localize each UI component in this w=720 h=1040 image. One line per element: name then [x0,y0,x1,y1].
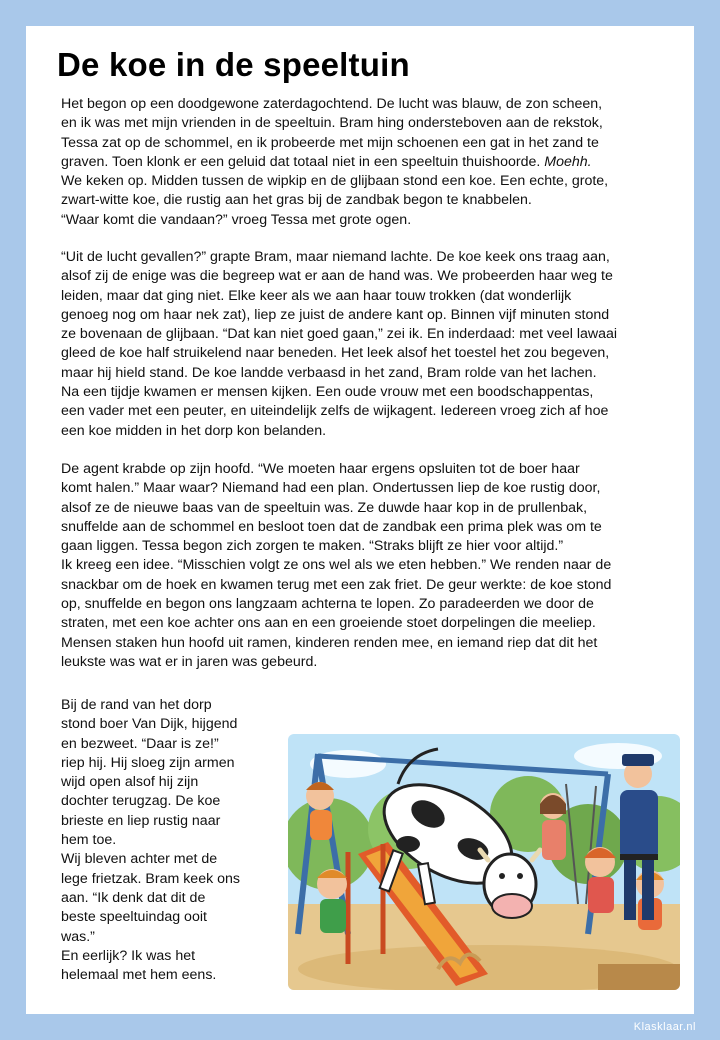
text-line: leiden, maar dat ging niet. Elke keer als we aan haar touw trokken (dat wonderlijk [61,287,572,304]
text-line: De agent krabde op zijn hoofd. “We moeten haar ergens opsluiten tot de boer haar [61,461,580,477]
text-line: Ik kreeg een idee. “Misschien volgt ze ons wel als we eten hebben.” We renden naar de [61,557,612,574]
text-line: maar hij hield stand. De koe landde verbaasd in het zand, Bram rolde van het lachen. [61,364,597,381]
cow-playground-illustration [288,734,680,990]
paragraph-3 [61,460,691,672]
text-line: een vader met een peuter, en uiteindelijk zelfs de wijkagent. Iedereen vroeg zich af hoe [61,403,609,420]
text-line: Wij bleven achter met de [61,851,218,868]
text-line: Tessa zat op de schommel, en ik probeerde met mijn schoenen een gat in het zand te [61,134,599,151]
paragraph-4 [61,696,261,985]
text-line: riep hij. Hij sloeg zijn armen [61,754,235,771]
paragraph-2 [61,248,691,441]
text-line: een koe midden in het dorp kon belanden. [61,422,327,439]
text-line: brieste en liep rustig naar [61,812,221,829]
text-line: snackbar om de hoek en kwamen terug met een zak friet. De geur werkte: de koe stond [61,576,612,593]
text-line: “Uit de lucht gevallen?” grapte Bram, maar niemand lachte. De koe keek ons traag aan, [61,249,610,265]
text-line: dochter terugzag. De koe [61,793,221,810]
text-line: Mensen staken hun hoofd uit ramen, kinderen renden mee, en iemand riep dat dit het [61,634,598,651]
text-line: helemaal met hem eens. [61,967,217,984]
text-line: Het begon op een doodgewone zaterdagochtend. De lucht was blauw, de zon scheen, [61,96,603,112]
text-line: en ik was met mijn vrienden in de speeltuin. Bram hing ondersteboven aan de rekstok, [61,115,603,132]
text-line: lege frietzak. Bram keek ons [61,870,240,887]
text-line: op, snuffelde en begon ons langzaam achterna te lopen. Zo paradeerden we door de [61,596,594,613]
footer-brand: Klasklaar.nl [633,1021,696,1033]
text-line: ze bovenaan de glijbaan. “Dat kan niet goed gaan,” zei ik. En inderdaad: met veel lawaai [61,326,618,343]
text-line: straten, met een koe achter ons aan en een groeiende stoet dorpelingen die meeliep. [61,615,596,632]
worksheet-page [26,26,694,1014]
paragraph-1 [61,95,691,230]
text-line: Bij de rand van het dorp [61,697,212,713]
text-line: stond boer Van Dijk, hijgend [61,716,238,733]
text-line: Na een tijdje kwamen er mensen kijken. Een oude vrouw met een boodschappentas, [61,384,594,401]
text-line: “Waar komt die vandaan?” vroeg Tessa met grote ogen. [61,211,412,228]
text-line: leukste was wat er in jaren was gebeurd. [61,653,318,670]
text-line: snuffelde aan de schommel en besloot toen dat de zandbak een prima plek was om te [61,518,602,535]
text-line: zwart-witte koe, die rustig aan het gras bij de zandbak begon te knabbelen. [61,192,532,209]
text-line: gaan liggen. Tessa begon zich zorgen te maken. “Straks blijft ze hier voor altijd.” [61,538,564,555]
text-line: komt halen.” Maar waar? Niemand had een plan. Ondertussen liep de koe rustig door, [61,480,601,497]
text-line: We keken op. Midden tussen de wipkip en de glijbaan stond een koe. Een echte, grote, [61,173,609,190]
text-line: genoeg nog om haar nek zat), liep ze juist de andere kant op. Binnen vijf minuten stond [61,306,610,323]
text-line: beste speeltuindag ooit [61,909,207,926]
text-line: graven. Toen klonk er een geluid dat totaal niet in een speeltuin thuishoorde. Moehh. [61,153,592,170]
text-line: En eerlijk? Ik was het [61,947,196,964]
text-line: alsof ze de nieuwe baas van de speeltuin was. Ze duwde haar kop in de prullenbak, [61,499,588,516]
text-line: aan. “Ik denk dat dit de [61,889,206,906]
text-line: was.” [61,928,95,945]
text-line: wijd open alsof hij zijn [61,774,199,791]
text-line: alsof zij de enige was die begreep wat er aan de hand was. We probeerden haar weg te [61,268,613,285]
text-line: gleed de koe half struikelend naar beneden. Het leek alsof het toestel het zou begeven, [61,345,610,362]
text-line: en bezweet. “Daar is ze!” [61,735,219,752]
text-line: hem toe. [61,832,117,849]
page-title: De koe in de speeltuin [57,46,410,83]
